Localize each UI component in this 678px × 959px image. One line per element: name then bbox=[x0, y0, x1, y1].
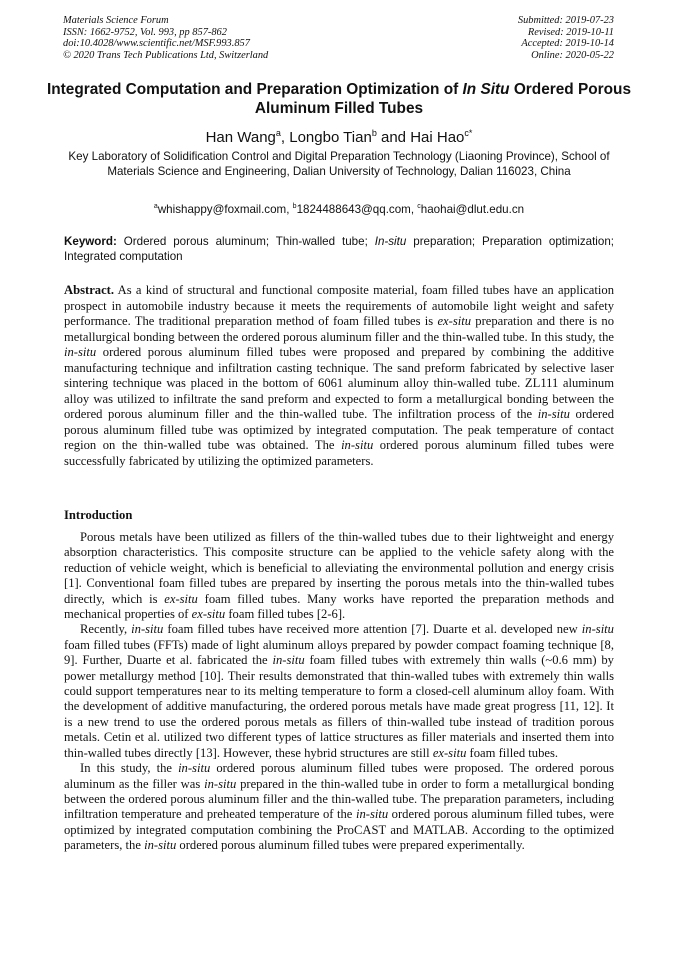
authors: Han Wang$^a$, Longbo Tian$^b$ and Hai Hao$^{c*}$ bbox=[205, 128, 473, 146]
accepted-date: Accepted: 2019-10-14 bbox=[521, 38, 614, 50]
author-name: Han Wang bbox=[205, 129, 276, 146]
submitted-date: Submitted: 2019-07-23 bbox=[517, 15, 614, 26]
doi: doi:10.4028/www.scientific.net/MSF.993.857 bbox=[63, 38, 250, 50]
keywords: Keyword: Ordered porous aluminum; Thin-walled tube; In-situ preparation; Preparation optimization; Integrated computation bbox=[64, 235, 614, 264]
journal-name: Materials Science Forum bbox=[63, 15, 169, 26]
copyright: © 2020 Trans Tech Publications Ltd, Switzerland bbox=[63, 49, 269, 61]
revised-date: Revised: 2019-10-11 bbox=[527, 26, 614, 38]
abstract: Abstract. As a kind of structural and functional composite material, foam filled tubes have an application prospect in automobile industry because it meets the requirements of automobile light weight and safety performance. The traditional preparation method of foam filled tubes is ex-situ preparation and there is no metallurgical bonding between the ordered porous aluminum filler and the thin-walled tube. In this study, the in-situ ordered porous aluminum filled tubes were proposed and prepared by combining the additive manufacturing technique and infiltration casting technique. The sand preform fabricated by selective laser sintering technique was placed in the bottom of 6061 aluminum alloy thin-walled tube. ZL111 aluminum alloy was utilized to infiltrate the sand preform and expected to form a metallurgical bonding between the ordered porous aluminum filler and the thin-walled tube. The infiltration process of the in-situ ordered porous aluminum filled tube was optimized by integrated computation. The peak temperature of contact region on the thin-walled tube was obtained. The in-situ ordered porous aluminum filled tubes were successfully fabricated by utilizing the optimized parameters. bbox=[64, 283, 614, 469]
author-name: Longbo Tian bbox=[289, 129, 372, 146]
email-link[interactable]: whishappy@foxmail.com, bbox=[157, 202, 293, 216]
paragraph: Recently, in-situ foam filled tubes have received more attention [7]. Duarte et al. developed new in-situ foam filled tubes (FFTs) made of light aluminum alloys prepared by powder compact foaming technique [8, 9]. Further, Duarte et al. fabricated the in-situ foam filled tubes with extremely thin walls (~0.6 mm) by power metallurgy method [10]. Their results demonstrated that thin-walled tubes with extremely thin walls could support temperatures near to its melting temperature to form a closed-cell aluminum alloy foam. With the development of additive manufacturing, the ordered porous metals have made great progress [11, 12]. It is a new trend to use the ordered porous metals as fillers of thin-walled tube instead of tradition porous metals. Cetin et al. utilized two different types of lattice structures as filler materials and inserted them into thin-walled tubes directly [13]. However, these hybrid structures are still ex-situ foam filled tubes. bbox=[64, 622, 614, 760]
author-name: Hai Hao bbox=[410, 129, 465, 146]
affiliation: Key Laboratory of Solidification Control and Digital Preparation Technology (Liaoning Province), School of Materials Science and Engineering, Dalian University of Technology, Dalian 116023, China bbox=[68, 150, 610, 179]
abstract-label: Abstract. bbox=[64, 283, 115, 297]
author-emails: $^a$whishappy@foxmail.com, $^b$1824488643@qq.com, $^c$haohai@dlut.edu.cn bbox=[153, 202, 525, 216]
online-date: Online: 2020-05-22 bbox=[531, 49, 614, 61]
issn: ISSN: 1662-9752, Vol. 993, pp 857-862 bbox=[63, 26, 227, 38]
paper-title: Integrated Computation and Preparation Optimization of In Situ Ordered Porous Aluminum Filled Tubes bbox=[46, 81, 632, 117]
paragraph: In this study, the in-situ ordered porous aluminum filled tubes were proposed. The ordered porous aluminum as the filler was in-situ prepared in the thin-walled tube in order to form a metallurgical bonding between the ordered porous aluminum filler and the thin-walled tube. The preparation parameters, including infiltration temperature and preheated temperature of the in-situ ordered porous aluminum filled tubes, were optimized by integrated computation combining the ProCAST and MATLAB. According to the optimized parameters, the in-situ ordered porous aluminum filled tubes were prepared experimentally. bbox=[64, 761, 614, 853]
header-right bbox=[518, 15, 614, 61]
section-heading-introduction: Introduction bbox=[64, 508, 133, 522]
email-link[interactable]: haohai@dlut.edu.cn bbox=[420, 202, 525, 216]
introduction-body bbox=[64, 530, 614, 854]
header-left bbox=[63, 15, 268, 61]
paragraph: Porous metals have been utilized as fillers of the thin-walled tubes due to their lightweight and energy absorption characteristics. This composite structure can be applied to the vehicle safety along with the reduction of vehicle weight, which is beneficial to alleviating the environmental pollution and energy crisis [1]. Conventional foam filled tubes are prepared by inserting the porous metals into the thin-walled tubes directly, which is ex-situ foam filled tubes. Many works have reported the preparation methods and mechanical properties of ex-situ foam filled tubes [2-6]. bbox=[64, 530, 614, 622]
email-link[interactable]: 1824488643@qq.com, bbox=[296, 202, 418, 216]
keyword-label: Keyword: bbox=[64, 235, 117, 248]
